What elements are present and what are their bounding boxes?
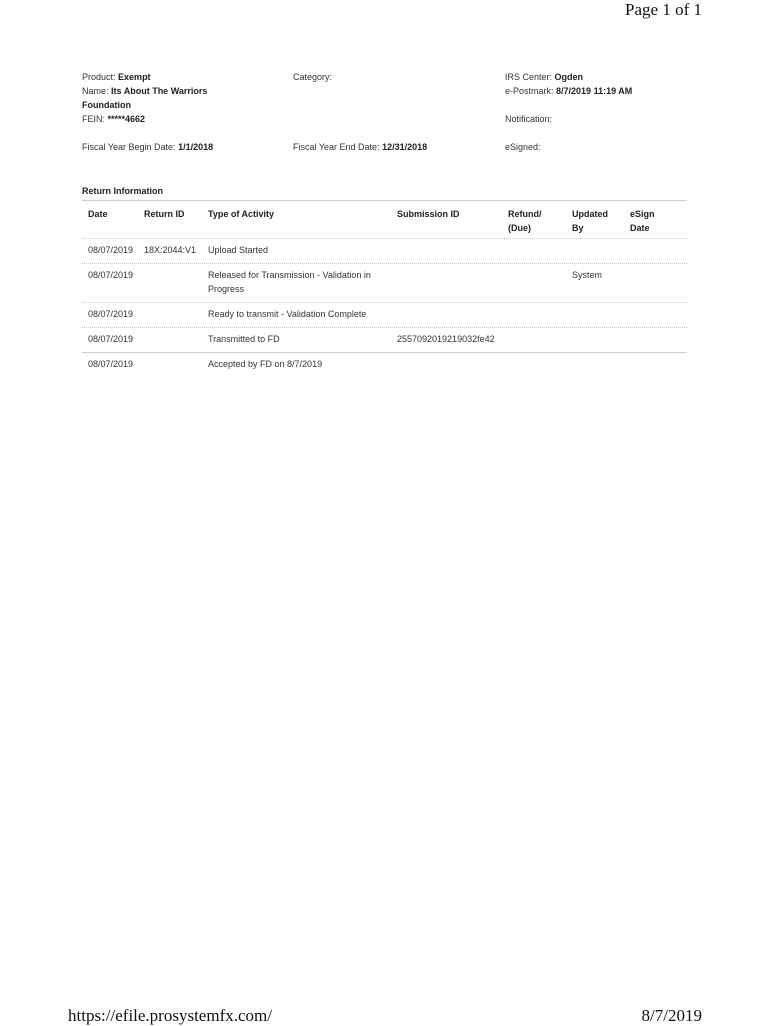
row-submission-id: 2557092019219032fe42 — [397, 334, 495, 344]
table-row — [82, 353, 687, 377]
notification-label: Notification: — [505, 114, 553, 124]
esigned-label: eSigned: — [505, 142, 541, 152]
product-value: Exempt — [118, 72, 151, 82]
fy-end-value: 12/31/2018 — [382, 142, 428, 152]
row-activity: Transmitted to FD — [208, 334, 280, 344]
name-line-2 — [82, 98, 131, 112]
table-header-row — [82, 203, 687, 239]
col-refund-header-line2: (Due) — [508, 223, 531, 233]
col-activity-header: Type of Activity — [208, 209, 275, 219]
fein-line — [82, 112, 145, 126]
product-label: Product: — [82, 72, 116, 82]
col-submission-id-header: Submission ID — [397, 209, 460, 219]
name-label: Name: — [82, 86, 109, 96]
col-updated-header-line2: By — [572, 223, 584, 233]
row-date: 08/07/2019 — [88, 309, 134, 319]
name-value-continued: Foundation — [82, 100, 131, 110]
row-date: 08/07/2019 — [88, 270, 134, 280]
epostmark-label: e-Postmark: — [505, 86, 554, 96]
row-updated-by: System — [572, 270, 603, 280]
row-activity: Upload Started — [208, 245, 269, 255]
table-row — [82, 328, 687, 353]
name-line — [82, 84, 207, 98]
return-information-title: Return Information — [82, 186, 163, 196]
fy-begin-value: 1/1/2018 — [178, 142, 214, 152]
return-information-table — [82, 203, 687, 377]
category-label: Category: — [293, 72, 333, 82]
epostmark-value: 8/7/2019 11:19 AM — [556, 86, 633, 96]
col-esign-header-line1: eSign — [630, 209, 655, 219]
col-refund-header — [508, 207, 542, 235]
fy-end-label: Fiscal Year End Date: — [293, 142, 380, 152]
irs-center-line — [505, 70, 583, 84]
page-number: Page 1 of 1 — [625, 0, 702, 19]
row-date: 08/07/2019 — [88, 245, 134, 255]
fy-begin-label: Fiscal Year Begin Date: — [82, 142, 176, 152]
table-row — [82, 303, 687, 328]
col-refund-header-line1: Refund/ — [508, 209, 542, 219]
epostmark-line — [505, 84, 632, 98]
row-date: 08/07/2019 — [88, 334, 134, 344]
footer-date: 8/7/2019 — [641, 1006, 702, 1025]
col-return-id-header: Return ID — [144, 209, 185, 219]
product-line — [82, 70, 151, 84]
col-date-header: Date — [88, 209, 108, 219]
row-activity: Ready to transmit - Validation Complete — [208, 309, 367, 319]
fein-value: *****4662 — [107, 114, 146, 124]
row-date: 08/07/2019 — [88, 359, 134, 369]
fy-begin-line — [82, 140, 213, 154]
col-updated-header-line1: Updated — [572, 209, 608, 219]
irs-center-value: Ogden — [554, 72, 584, 82]
section-divider — [82, 200, 687, 201]
table-row — [82, 264, 687, 303]
col-esign-header-line2: Date — [630, 223, 650, 233]
name-value: Its About The Warriors — [111, 86, 208, 96]
col-esign-date-header — [630, 207, 655, 235]
row-activity: Accepted by FD on 8/7/2019 — [208, 359, 323, 369]
irs-center-label: IRS Center: — [505, 72, 553, 82]
fein-label: FEIN: — [82, 114, 106, 124]
table-row — [82, 239, 687, 264]
col-updated-by-header — [572, 207, 608, 235]
row-activity: Released for Transmission - Validation in Progress — [208, 270, 371, 294]
fy-end-line — [293, 140, 427, 154]
row-return-id: 18X:2044:V1 — [144, 245, 197, 255]
footer-url: https://efile.prosystemfx.com/ — [68, 1006, 272, 1025]
